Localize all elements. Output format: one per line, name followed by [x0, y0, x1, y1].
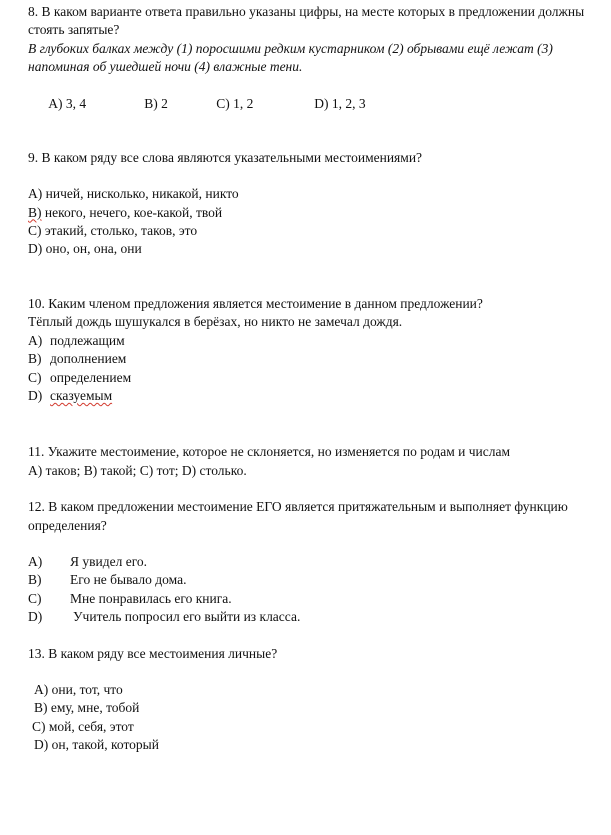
document-page	[28, 3, 598, 755]
answer-option: A) ничей, нисколько, никакой, никто	[28, 186, 239, 202]
question-13	[28, 645, 598, 755]
answer-option: D) 1, 2, 3	[314, 96, 366, 112]
answer-option: B) дополнением	[28, 351, 127, 367]
answer-option: B) 2	[144, 96, 168, 112]
answer-option: А) они, тот, что	[34, 681, 123, 697]
answer-option: B) Его не бывало дома.	[28, 572, 187, 588]
question-9	[28, 149, 598, 259]
question-10-sentence: Тёплый дождь шушукался в берёзах, но никто не замечал дождя.	[28, 314, 403, 330]
answer-option: C) определением	[28, 369, 132, 385]
question-11-answers: А) таков; В) такой; С) тот; D) столько.	[28, 462, 247, 478]
answer-option: C) Мне понравилась его книга.	[28, 590, 232, 606]
answer-option: D) он, такой, который	[34, 737, 159, 753]
question-10	[28, 295, 598, 405]
question-11	[28, 443, 598, 480]
question-9-text: 9. В каком ряду все слова являются указательными местоимениями?	[28, 149, 423, 165]
question-12	[28, 498, 598, 626]
question-12-text: 12. В каком предложении местоимение ЕГО является притяжательным и выполняет функцию определения?	[28, 499, 568, 533]
spellcheck-mark: B)	[28, 204, 42, 220]
answer-option: D) сказуемым	[28, 387, 113, 403]
spellcheck-mark: сказуемым	[50, 387, 113, 403]
question-8-text: 8. В каком варианте ответа правильно указаны цифры, на месте которых в предложении должны стоять запятые?	[28, 4, 585, 38]
answer-option: A) Я увидел его.	[28, 553, 148, 569]
answer-option: A) подлежащим	[28, 332, 125, 348]
answer-option: С) мой, себя, этот	[32, 718, 134, 734]
answer-option: C) этакий, столько, таков, это	[28, 223, 198, 239]
question-8	[28, 3, 598, 132]
question-8-answers	[28, 77, 598, 132]
answer-option: B) некого, нечего, кое-какой, твой	[28, 204, 223, 220]
question-10-text: 10. Каким членом предложения является местоимение в данном предложении?	[28, 295, 483, 311]
answer-option: D) Учитель попросил его выйти из класса.	[28, 609, 301, 625]
answer-option: C) 1, 2	[216, 96, 254, 112]
question-11-text: 11. Укажите местоимение, которое не склоняется, но изменяется по родам и числам	[28, 444, 511, 460]
answer-option: D) оно, он, она, они	[28, 241, 142, 257]
answer-option: В) ему, мне, тобой	[34, 700, 140, 716]
question-8-sentence: В глубоких балках между (1) поросшими редким кустарником (2) обрывами ещё лежат (3) напоминая об ушедшей ночи (4) влажные тени.	[28, 40, 553, 75]
answer-option: A) 3, 4	[48, 96, 87, 112]
question-13-text: 13. В каком ряду все местоимения личные?	[28, 645, 278, 661]
